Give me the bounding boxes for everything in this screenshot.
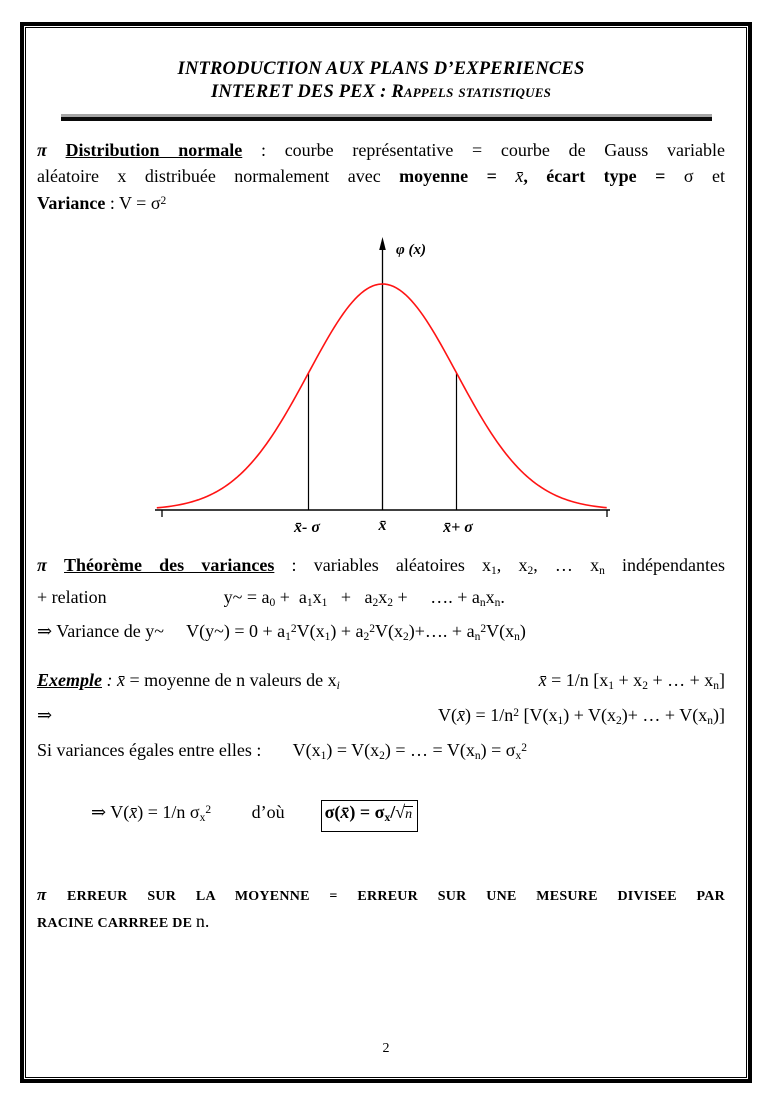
text-segment: n. (195, 910, 210, 931)
text-segment: 2 (290, 622, 297, 635)
x-tick-label-minus-sigma: x̄- σ (294, 518, 320, 536)
text-segment: [V(x (518, 704, 558, 725)
text-segment: ) = … = V(x (384, 739, 475, 760)
text-segment: x (515, 749, 522, 762)
text-segment: V(x (486, 620, 515, 641)
text-segment: i (336, 679, 340, 692)
text-segment: V(x (296, 620, 325, 641)
text-segment: 2 (363, 630, 370, 643)
text-segment: + a (327, 586, 373, 607)
text-segment: moyenne = (399, 165, 516, 186)
text-segment: x̄ (129, 801, 138, 822)
text-segment: / (390, 801, 396, 822)
exemple-line-2 (37, 700, 725, 735)
text-segment: ) + V(x (563, 704, 617, 725)
text-segment: Exemple (37, 669, 102, 690)
text-segment: , x (496, 554, 528, 575)
exemple-line-2-right (438, 700, 725, 735)
text-segment: σ( (324, 801, 341, 822)
text-segment: : (102, 669, 117, 690)
theorem-line-3 (37, 616, 725, 650)
text-segment: Variance (37, 193, 106, 213)
text-segment: x (312, 586, 322, 607)
text-segment: 1 (608, 679, 615, 692)
text-segment: + … + x (647, 669, 714, 690)
text-segment: ) = σ (480, 739, 516, 760)
text-segment: )+ … + V(x (621, 704, 708, 725)
intro-paragraph (37, 138, 725, 217)
exemple-line-4 (37, 770, 725, 859)
text-segment: ] (719, 669, 725, 690)
erreur-paragraph (37, 882, 725, 936)
text-segment: + …. + a (393, 586, 480, 607)
text-segment: ⇒ (37, 704, 53, 725)
y-axis-arrowhead (379, 237, 386, 250)
text-segment: 2 (513, 706, 519, 719)
text-segment: = 1/n [x (546, 669, 609, 690)
text-segment: ) = 1/n (465, 704, 514, 725)
text-segment: n (494, 596, 501, 609)
text-segment: 2 (160, 195, 167, 207)
text-segment: Distribution normale (65, 140, 243, 160)
erreur-line-1 (37, 882, 725, 909)
title-line-1: INTRODUCTION AUX PLANS D’EXPERIENCES (177, 59, 585, 79)
text-segment: d’où (211, 801, 321, 822)
text-segment: 1 (557, 714, 564, 727)
text-segment: n (474, 749, 481, 762)
page-content (26, 28, 746, 1077)
text-segment: Si variances égales entre elles : V(x (37, 739, 321, 760)
text-segment: RACINE CARRREE DE (37, 915, 196, 931)
text-segment: = moyenne de n valeurs de x (125, 669, 337, 690)
text-segment: n (479, 596, 486, 609)
theorem-line-2 (37, 584, 725, 616)
text-segment: : V = σ (105, 193, 161, 213)
exemple-line-3 (37, 735, 725, 770)
text-segment: + a (275, 586, 307, 607)
text-segment: )+…. + a (408, 620, 475, 641)
text-segment: . (500, 586, 505, 607)
page-number: 2 (382, 1041, 390, 1056)
text-segment: 2 (403, 630, 409, 643)
text-segment: x (384, 811, 391, 824)
formula-box (321, 800, 419, 832)
text-segment: 2 (642, 679, 648, 692)
page-border-inner (25, 27, 747, 1078)
text-segment: 2 (369, 622, 376, 635)
text-segment: x (485, 586, 495, 607)
text-segment: x̄ (117, 669, 125, 690)
title-line-2-main: INTERET DES PEX : (210, 82, 392, 102)
text-segment: x̄ (515, 165, 524, 186)
text-segment: 1 (321, 596, 328, 609)
exemple-paragraph (37, 667, 725, 859)
text-segment: , écart type = (523, 165, 684, 186)
text-segment: x̄ (538, 669, 547, 690)
text-segment: n (713, 679, 719, 692)
text-segment: ) (519, 620, 526, 641)
text-segment: σ et (683, 165, 725, 186)
text-segment: 2 (521, 741, 527, 754)
text-segment: 2 (387, 596, 394, 609)
text-segment: 2 (379, 749, 385, 762)
title-rule-black-band (61, 117, 712, 121)
exemple-line-1 (37, 667, 725, 700)
text-segment: + relation y~ = a (37, 586, 270, 607)
text-segment: 1 (285, 630, 291, 643)
exemple-line-2-left (37, 702, 52, 729)
exemple-line-1-right (539, 667, 725, 700)
x-tick-label-mean: x̄ (378, 516, 387, 534)
text-segment: ) = 1/n σ (137, 801, 200, 822)
text-segment: x̄ (340, 801, 350, 822)
text-segment: aléatoire x distribuée normalement avec (37, 165, 400, 186)
text-segment: n (405, 806, 413, 822)
text-segment: 2 (527, 564, 534, 577)
text-segment: √ (395, 801, 406, 822)
text-segment: , … x (533, 554, 600, 575)
text-segment: )] (713, 704, 725, 725)
title-line-2-smallcaps: Rappels statistiques (391, 82, 552, 102)
text-segment: 2 (480, 622, 487, 635)
gauss-chart-svg (146, 231, 616, 539)
title-line-2 (37, 81, 725, 104)
text-segment: 1 (320, 749, 327, 762)
text-segment: 1 (306, 596, 313, 609)
text-segment: + x (614, 669, 643, 690)
text-segment: : variables aléatoires x (274, 554, 492, 575)
text-segment: ERREUR SUR LA MOYENNE = ERREUR SUR UNE MESURE DIVISEE PAR (67, 888, 726, 904)
text-segment: π (37, 884, 68, 904)
text-segment: V( (438, 704, 458, 725)
text-segment: n (599, 564, 605, 577)
text-segment: 2 (205, 803, 212, 816)
exemple-line-4-text (91, 802, 321, 822)
intro-line-3 (37, 189, 725, 217)
text-segment: n (474, 630, 481, 643)
text-segment: V(x (375, 620, 404, 641)
theorem-line-1 (37, 552, 725, 584)
text-segment: 1 (491, 564, 497, 577)
text-segment: ) + a (330, 620, 364, 641)
erreur-line-2 (37, 909, 725, 936)
text-segment: indépendantes (604, 554, 726, 575)
intro-line-2 (37, 164, 725, 190)
text-segment: x (378, 586, 388, 607)
text-segment: 0 (269, 596, 276, 609)
text-segment: π (37, 140, 66, 160)
text-segment: ⇒ V( (91, 801, 130, 822)
text-segment: 2 (616, 714, 622, 727)
text-segment: : courbe représentative = courbe de Gauss variable (242, 140, 725, 160)
text-segment: n (707, 714, 713, 727)
text-segment: ) = σ (349, 801, 385, 822)
document-title (37, 58, 725, 104)
y-axis-label: φ (x) (396, 241, 427, 258)
text-segment: x̄ (457, 704, 466, 725)
text-segment: Théorème des variances (64, 554, 275, 575)
text-segment: ) = V(x (326, 739, 380, 760)
text-segment: ⇒ Variance de y~ V(y~) = 0 + a (37, 620, 286, 641)
text-segment: x (199, 811, 206, 824)
title-rule (61, 114, 712, 121)
x-tick-label-plus-sigma: x̄+ σ (443, 518, 473, 536)
text-segment: 2 (372, 596, 379, 609)
intro-line-1 (37, 138, 725, 164)
theorem-paragraph (37, 552, 725, 650)
gauss-curve-path (157, 284, 607, 508)
text-segment: n (514, 630, 520, 643)
exemple-line-1-left (37, 667, 340, 700)
page-border-outer (20, 22, 752, 1083)
gauss-chart (146, 231, 616, 539)
text-segment: π (37, 554, 65, 575)
text-segment: 1 (324, 630, 331, 643)
